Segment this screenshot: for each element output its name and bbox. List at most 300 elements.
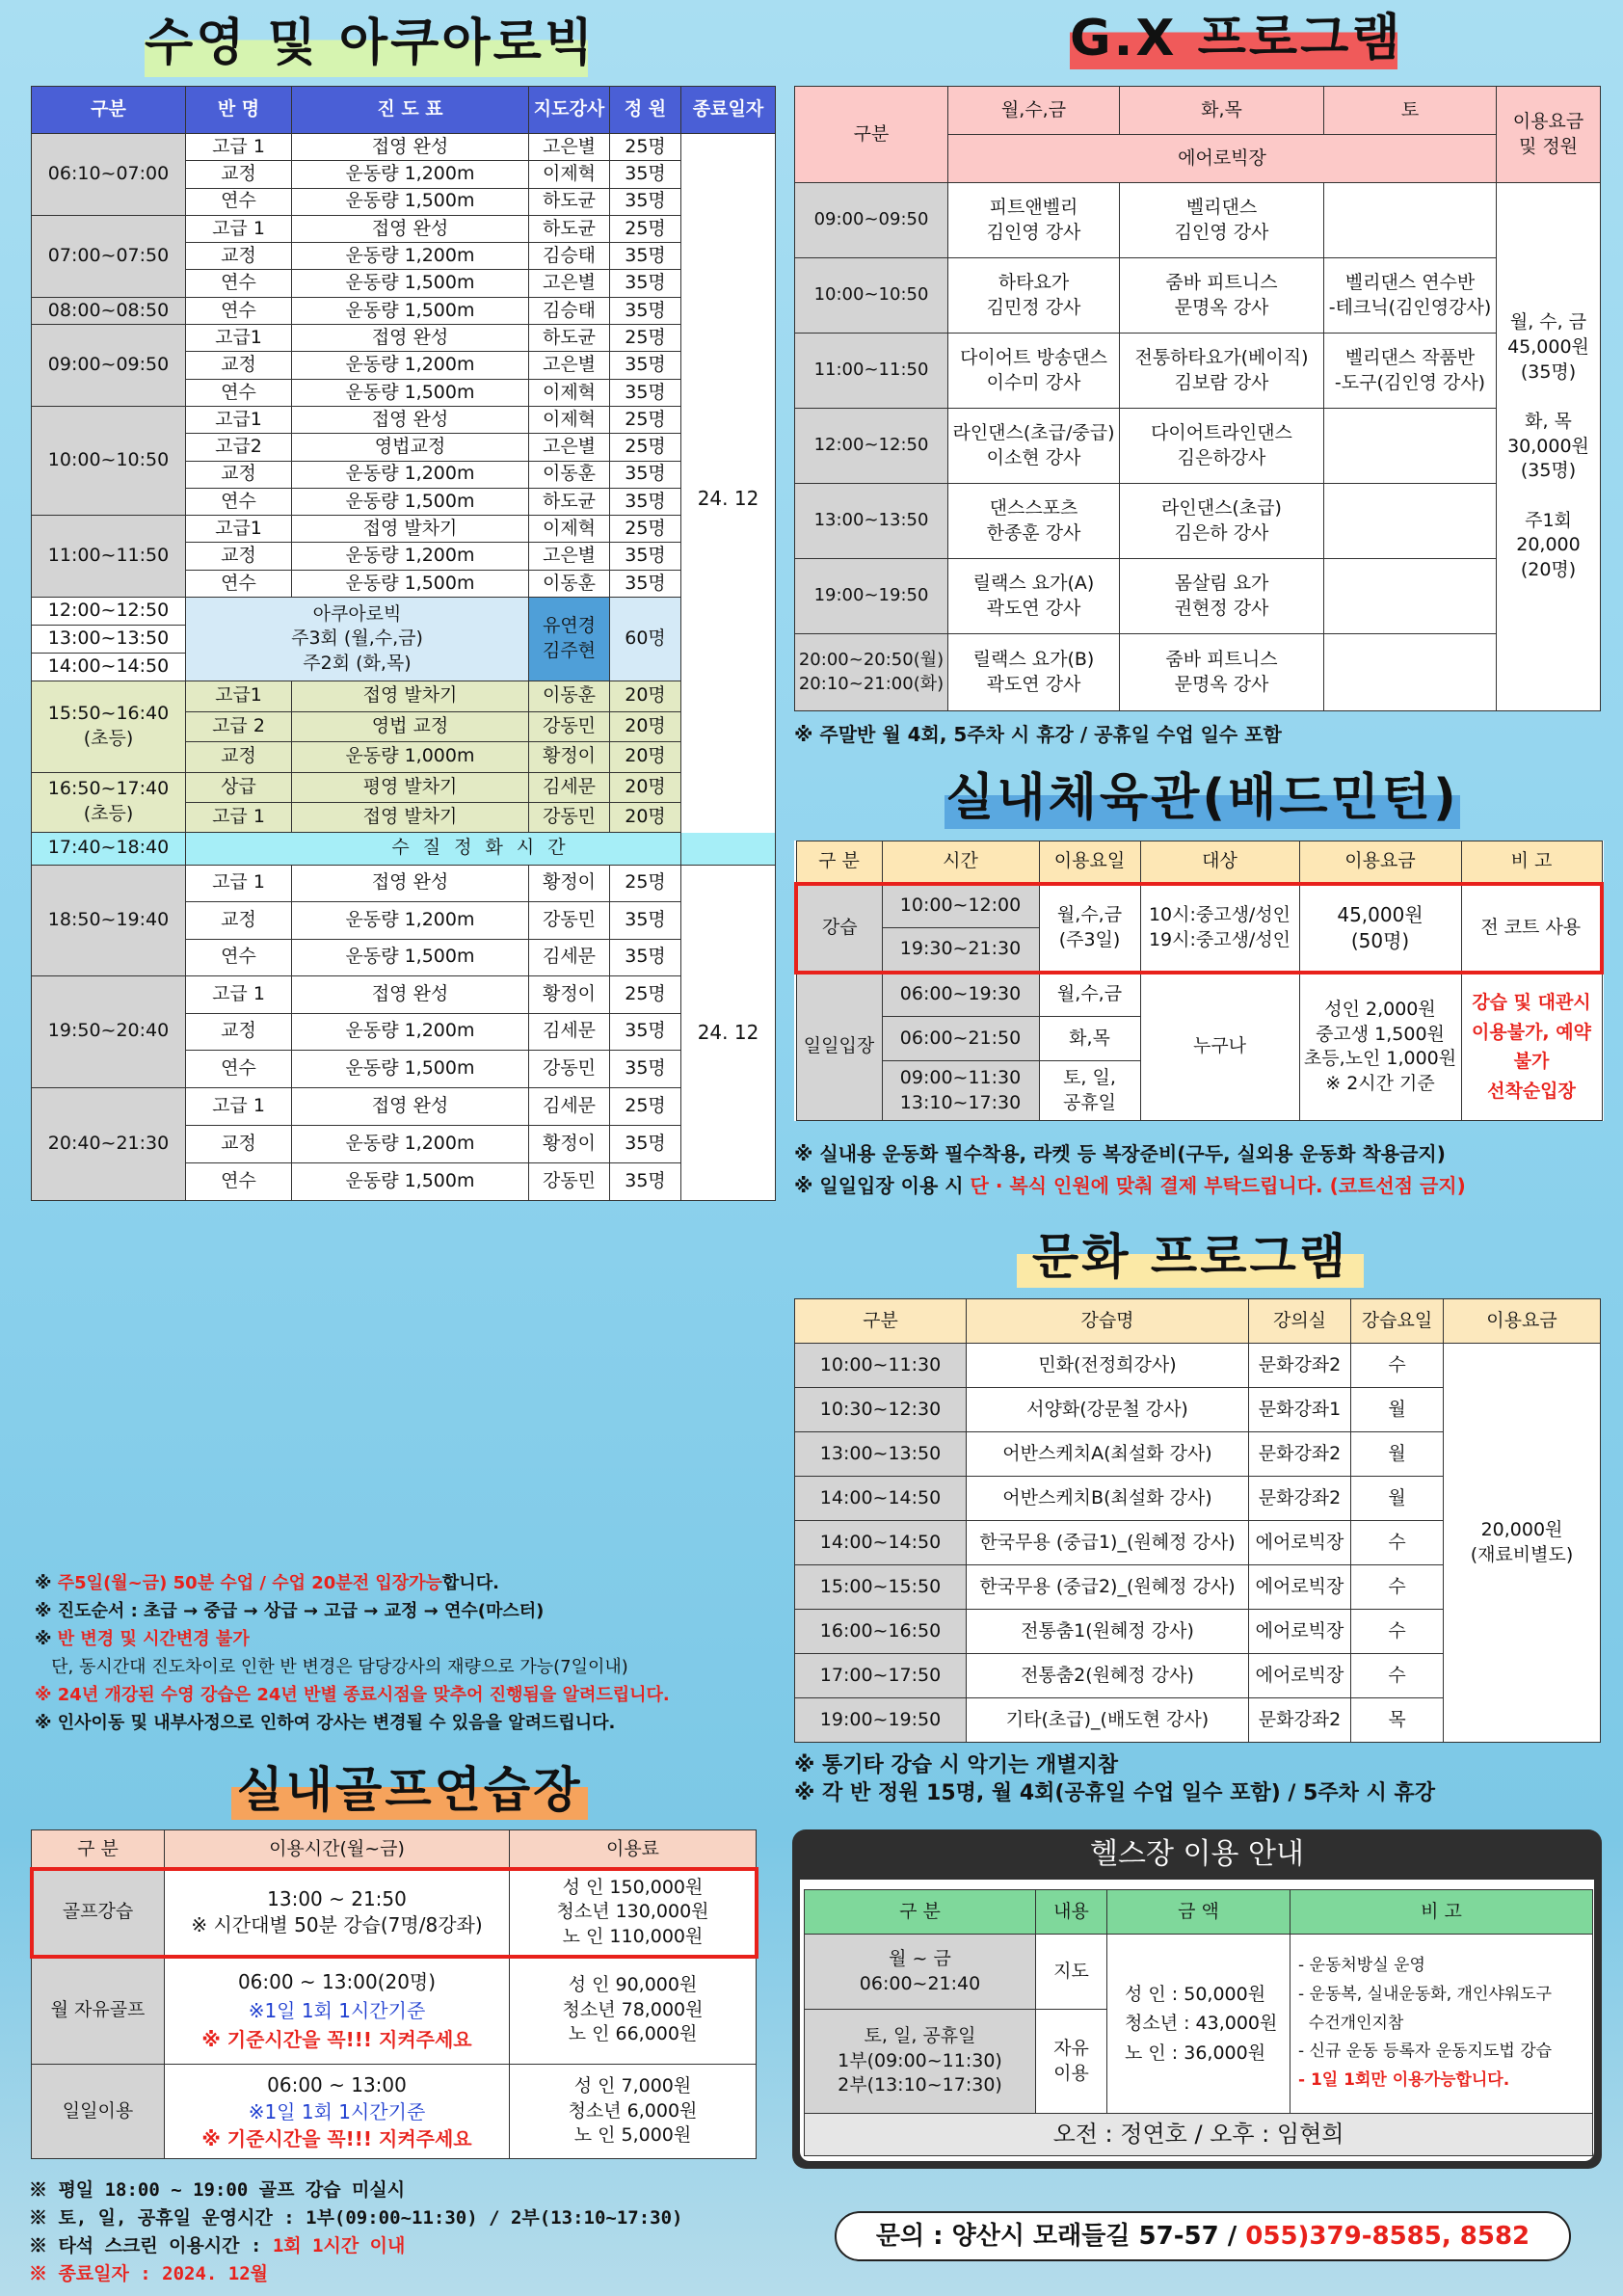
golf-header-row (32, 1830, 757, 1869)
swim-program: 접영 완성 (292, 865, 529, 902)
contact-phone: 055)379-8585, 8582 (1245, 2222, 1530, 2251)
gx-header-room: 에어로빅장 (948, 135, 1497, 183)
culture-fee: 20,000원 (재료비별도) (1444, 1344, 1601, 1743)
swim-program: 운동량 1,200m (292, 1013, 529, 1051)
swim-class: 고급1 (186, 406, 292, 433)
swim-teacher: 황정이 (529, 865, 610, 902)
golf-header: 이용료 (510, 1830, 757, 1869)
gx-class-tt: 라인댄스(초급) 김은하 강사 (1120, 484, 1324, 559)
gym-header-row (805, 1890, 1593, 1935)
gx-table (794, 86, 1601, 711)
culture-row (795, 1344, 1601, 1388)
badminton-note (794, 1172, 1466, 1200)
golf-header: 구 분 (32, 1830, 165, 1869)
culture-class: 한국무용 (중급2)_(원혜정 강사) (967, 1565, 1249, 1610)
swim-class: 연수 (186, 570, 292, 597)
badminton-note-text: ※ 일일입장 이용 시 (794, 1174, 971, 1197)
swim-note-part: 반 변경 및 시간변경 불가 (57, 1629, 250, 1649)
swim-note (35, 1569, 786, 1597)
swim-program: 접영 완성 (292, 215, 529, 242)
gx-row (795, 559, 1601, 634)
swim-note (35, 1625, 786, 1653)
gx-class-sat: 벨리댄스 작품반 -도구(김인영 강사) (1324, 334, 1497, 409)
swim-time: 10:00~10:50 (32, 406, 186, 515)
badminton-daily-name: 일일입장 (796, 973, 882, 1121)
gx-class-sat: 벨리댄스 연수반 -테크닉(김인영강사) (1324, 258, 1497, 334)
culture-time: 10:30~12:30 (795, 1388, 967, 1432)
culture-room: 에어로빅장 (1249, 1521, 1351, 1565)
swim-program: 운동량 1,200m (292, 243, 529, 270)
culture-class: 전통춤1(원혜정 강사) (967, 1610, 1249, 1654)
swim-teacher: 이제혁 (529, 516, 610, 543)
culture-class: 어반스케치A(최설화 강사) (967, 1432, 1249, 1477)
swim-teacher: 황정이 (529, 976, 610, 1014)
swim-program: 운동량 1,200m (292, 461, 529, 488)
swim-class: 연수 (186, 1051, 292, 1088)
gym-note: - 운동복, 실내운동화, 개인샤워도구 (1298, 1984, 1553, 2004)
culture-room: 문화강좌2 (1249, 1432, 1351, 1477)
badminton-daily-note: 강습 및 대관시 이용불가, 예약불가 선착순입장 (1461, 973, 1602, 1121)
gx-time: 20:00~20:50(월) 20:10~21:00(화) (795, 634, 948, 711)
kids-program: 평영 발차기 (292, 772, 529, 802)
kids-time: 16:50~17:40 (초등) (32, 772, 186, 832)
gym-fee: 성 인 : 50,000원 청소년 : 43,000원 노 인 : 36,000원 (1107, 1935, 1290, 2114)
swim-teacher: 고은별 (529, 543, 610, 570)
swim-class: 고급 1 (186, 865, 292, 902)
culture-room: 에어로빅장 (1249, 1610, 1351, 1654)
kids-class: 고급 1 (186, 802, 292, 832)
swim-class: 연수 (186, 270, 292, 297)
kids-capacity: 20명 (610, 802, 681, 832)
badminton-daily-row (796, 973, 1602, 1017)
kids-class: 고급1 (186, 681, 292, 712)
badminton-lesson-time: 19:30~21:30 (882, 928, 1039, 973)
kids-program: 접영 발차기 (292, 802, 529, 832)
swim-program: 접영 완성 (292, 406, 529, 433)
gx-time: 12:00~12:50 (795, 409, 948, 484)
golf-sub: ※1일 1회 1시간기준 (248, 1998, 426, 2022)
kids-capacity: 20명 (610, 772, 681, 802)
gym-staff-row (805, 2114, 1593, 2156)
gym-row-time: 토, 일, 공휴일 1부(09:00~11:30) 2부(13:10~17:30) (805, 2010, 1036, 2114)
culture-day: 목 (1351, 1698, 1444, 1743)
swim-note (35, 1709, 786, 1737)
badminton-header: 이용요일 (1039, 841, 1140, 884)
swim-program: 운동량 1,500m (292, 1051, 529, 1088)
aqua-time: 12:00~12:50 (32, 598, 186, 626)
swim-note-part: 단, 동시간대 진도차이로 인한 반 변경은 담당강사의 재량으로 가능(7일이내) (35, 1657, 628, 1677)
golf-row-fee: 성 인 90,000원 청소년 78,000원 노 인 66,000원 (510, 1957, 757, 2065)
swim-capacity: 35명 (610, 243, 681, 270)
culture-room: 에어로빅장 (1249, 1654, 1351, 1698)
gx-fee: 월, 수, 금 45,000원 (35명) 화, 목 30,000원 (35명) 주1회 20,000 (20명) (1497, 183, 1601, 711)
golf-time: 06:00 ~ 13:00(20명) (237, 1969, 437, 1993)
culture-header-row (795, 1299, 1601, 1344)
gx-row (795, 634, 1601, 711)
swim-class: 교정 (186, 1125, 292, 1162)
swim-capacity: 25명 (610, 215, 681, 242)
culture-header: 강습요일 (1351, 1299, 1444, 1344)
gx-class-sat (1324, 559, 1497, 634)
swim-teacher: 이동훈 (529, 461, 610, 488)
badminton-lesson-time: 10:00~12:00 (882, 884, 1039, 928)
gx-class-mwf: 하타요가 김민정 강사 (948, 258, 1120, 334)
aqua-time: 13:00~13:50 (32, 626, 186, 654)
swim-class: 연수 (186, 488, 292, 515)
swim-teacher: 하도균 (529, 188, 610, 215)
culture-room: 문화강좌1 (1249, 1388, 1351, 1432)
kids-class: 고급 2 (186, 711, 292, 742)
culture-header: 이용요금 (1444, 1299, 1601, 1344)
swim-teacher: 강동민 (529, 902, 610, 940)
swim-teacher: 하도균 (529, 215, 610, 242)
swim-capacity: 25명 (610, 406, 681, 433)
swim-class: 연수 (186, 379, 292, 406)
swim-teacher: 김승태 (529, 243, 610, 270)
badminton-lesson-days: 월,수,금 (주3일) (1039, 884, 1140, 973)
swim-program: 운동량 1,500m (292, 188, 529, 215)
swim-time: 11:00~11:50 (32, 516, 186, 598)
golf-row-name: 골프강습 (32, 1869, 165, 1957)
swim-class: 교정 (186, 161, 292, 188)
swim-row (32, 976, 776, 1014)
culture-room: 문화강좌2 (1249, 1698, 1351, 1743)
kids-program: 영법 교정 (292, 711, 529, 742)
gx-header-gubun: 구분 (795, 87, 948, 183)
swim-row (32, 297, 776, 324)
culture-class: 전통춤2(원혜정 강사) (967, 1654, 1249, 1698)
kids-row (32, 772, 776, 802)
swim-teacher: 김세문 (529, 1087, 610, 1125)
swim-class: 고급 1 (186, 1087, 292, 1125)
kids-teacher: 이동훈 (529, 681, 610, 712)
swim-capacity: 25명 (610, 325, 681, 352)
gx-class-tt: 몸살림 요가 권현정 강사 (1120, 559, 1324, 634)
gx-class-tt: 벨리댄스 김인영 강사 (1120, 183, 1324, 258)
gym-header: 내용 (1036, 1890, 1107, 1935)
golf-note: ※ 종료일자 : 2024. 12월 (29, 2263, 269, 2284)
golf-daily-row (32, 2065, 757, 2159)
clean-label: 수 질 정 화 시 간 (186, 832, 776, 865)
culture-day: 수 (1351, 1565, 1444, 1610)
swim-teacher: 이제혁 (529, 379, 610, 406)
golf-warn: ※ 기준시간을 꼭!!! 지켜주세요 (201, 2126, 472, 2150)
swim-program: 접영 발차기 (292, 516, 529, 543)
aqua-time: 14:00~14:50 (32, 654, 186, 681)
gx-row (795, 334, 1601, 409)
gym-header: 구 분 (805, 1890, 1036, 1935)
badminton-header-row (796, 841, 1602, 884)
swim-teacher: 고은별 (529, 352, 610, 379)
swim-class: 교정 (186, 461, 292, 488)
culture-room: 에어로빅장 (1249, 1565, 1351, 1610)
gym-row-content: 지도 (1036, 1935, 1107, 2010)
golf-sub: ※1일 1회 1시간기준 (248, 2099, 426, 2123)
culture-header: 강습명 (967, 1299, 1249, 1344)
swim-time: 09:00~09:50 (32, 325, 186, 407)
swim-class: 고급 1 (186, 134, 292, 161)
culture-room: 문화강좌2 (1249, 1344, 1351, 1388)
swim-note (35, 1653, 786, 1681)
swim-class: 연수 (186, 939, 292, 976)
gym-title: 헬스장 이용 안내 (1090, 1837, 1304, 1871)
swim-program: 운동량 1,500m (292, 570, 529, 597)
swim-teacher: 하도균 (529, 325, 610, 352)
badminton-daily-time: 09:00~11:30 13:10~17:30 (882, 1061, 1039, 1121)
swim-program: 운동량 1,200m (292, 543, 529, 570)
kids-program: 접영 발차기 (292, 681, 529, 712)
swim-capacity: 35명 (610, 1162, 681, 1200)
gx-class-mwf: 피트앤벨리 김인영 강사 (948, 183, 1120, 258)
culture-room: 문화강좌2 (1249, 1477, 1351, 1521)
swim-capacity: 35명 (610, 379, 681, 406)
swim-class: 교정 (186, 243, 292, 270)
badminton-daily-target: 누구나 (1140, 973, 1299, 1121)
kids-teacher: 강동민 (529, 802, 610, 832)
swim-class: 고급 1 (186, 976, 292, 1014)
gx-class-sat (1324, 409, 1497, 484)
swim-class: 고급1 (186, 325, 292, 352)
golf-lesson-row (32, 1869, 757, 1957)
culture-time: 17:00~17:50 (795, 1654, 967, 1698)
contact-label: 문의 : 양산시 모래들길 57-57 / (875, 2222, 1246, 2251)
culture-note: ※ 각 반 정원 15명, 월 4회(공휴일 수업 일수 포함) / 5주차 시 휴강 (794, 1781, 1435, 1805)
golf-table (31, 1829, 757, 2159)
badminton-table (794, 841, 1604, 1121)
swim-header: 정 원 (610, 87, 681, 134)
badminton-header: 이용요금 (1299, 841, 1461, 884)
swim-teacher: 이제혁 (529, 161, 610, 188)
gym-header: 금 액 (1107, 1890, 1290, 1935)
swim-teacher: 황정이 (529, 1125, 610, 1162)
swim-capacity: 35명 (610, 543, 681, 570)
golf-row-fee: 성 인 7,000원 청소년 6,000원 노 인 5,000원 (510, 2065, 757, 2159)
gym-row-content: 자유 이용 (1036, 2010, 1107, 2114)
swim-capacity: 35명 (610, 161, 681, 188)
gx-class-tt: 전통하타요가(베이직) 김보람 강사 (1120, 334, 1324, 409)
culture-class: 기타(초급)_(배도현 강사) (967, 1698, 1249, 1743)
culture-day: 월 (1351, 1432, 1444, 1477)
culture-header: 강의실 (1249, 1299, 1351, 1344)
kids-capacity: 20명 (610, 681, 681, 712)
swim-capacity: 35명 (610, 570, 681, 597)
swim-time: 18:50~19:40 (32, 865, 186, 976)
swim-row (32, 1087, 776, 1125)
swim-note (35, 1681, 786, 1709)
gym-staff: 오전 : 정연호 / 오후 : 임현희 (805, 2114, 1593, 2156)
swim-teacher: 고은별 (529, 270, 610, 297)
swim-capacity: 35명 (610, 939, 681, 976)
culture-day: 수 (1351, 1344, 1444, 1388)
swim-note-part: ※ 24년 개강된 수영 강습은 24년 반별 종료시점을 맞추어 진행됨을 알려드립니다. (35, 1685, 670, 1705)
golf-row-fee: 성 인 150,000원 청소년 130,000원 노 인 110,000원 (510, 1869, 757, 1957)
swim-program: 접영 완성 (292, 1087, 529, 1125)
gx-class-mwf: 릴랙스 요가(B) 곽도연 강사 (948, 634, 1120, 711)
gx-time: 19:00~19:50 (795, 559, 948, 634)
golf-note-red: 1회 1시간 이내 (272, 2235, 406, 2256)
swim-program: 운동량 1,500m (292, 270, 529, 297)
swim-header: 지도강사 (529, 87, 610, 134)
golf-row-time (165, 1957, 510, 2065)
golf-warn: ※ 기준시간을 꼭!!! 지켜주세요 (201, 2027, 472, 2051)
gx-note: ※ 주말반 월 4회, 5주차 시 휴강 / 공휴일 수업 일수 포함 (794, 723, 1282, 746)
gx-row (795, 183, 1601, 258)
swim-teacher: 고은별 (529, 134, 610, 161)
swim-class: 교정 (186, 1013, 292, 1051)
swim-capacity: 35명 (610, 461, 681, 488)
swim-note-part: ※ 인사이동 및 내부사정으로 인하여 강사는 변경될 수 있음을 알려드립니다. (35, 1713, 616, 1733)
swim-row (32, 215, 776, 242)
gx-time: 10:00~10:50 (795, 258, 948, 334)
clean-row (32, 832, 776, 865)
badminton-note-red: 단 · 복식 인원에 맞춰 결제 부탁드립니다. (코트선점 금지) (970, 1174, 1466, 1197)
golf-time: 06:00 ~ 13:00 (267, 2072, 407, 2096)
culture-time: 16:00~16:50 (795, 1610, 967, 1654)
swim-header: 종료일자 (681, 87, 776, 134)
culture-day: 월 (1351, 1388, 1444, 1432)
badminton-header: 구 분 (796, 841, 882, 884)
swim-program: 운동량 1,500m (292, 1162, 529, 1200)
golf-free-row (32, 1957, 757, 2065)
swim-program: 운동량 1,500m (292, 379, 529, 406)
badminton-header: 비 고 (1461, 841, 1602, 884)
swim-row (32, 865, 776, 902)
swim-note-part: ※ 진도순서 : 초급 → 중급 → 상급 → 고급 → 교정 → 연수(마스터) (35, 1601, 545, 1621)
golf-note: ※ 토, 일, 공휴일 운영시간 : 1부(09:00~11:30) / 2부(13:10~17:30) (29, 2207, 683, 2229)
golf-row-name: 월 자유골프 (32, 1957, 165, 2065)
culture-time: 14:00~14:50 (795, 1521, 967, 1565)
culture-day: 수 (1351, 1521, 1444, 1565)
golf-row-time (165, 1869, 510, 1957)
swim-capacity: 35명 (610, 1125, 681, 1162)
golf-row-name: 일일이용 (32, 2065, 165, 2159)
badminton-lesson-fee: 45,000원 (50명) (1299, 884, 1461, 973)
swim-capacity: 35명 (610, 352, 681, 379)
swim-capacity: 35명 (610, 902, 681, 940)
swim-teacher: 하도균 (529, 488, 610, 515)
golf-note: ※ 평일 18:00 ~ 19:00 골프 강습 미실시 (29, 2179, 406, 2201)
culture-class: 한국무용 (중급1)_(원혜정 강사) (967, 1521, 1249, 1565)
badminton-lesson-name: 강습 (796, 884, 882, 973)
swim-capacity: 35명 (610, 1051, 681, 1088)
swim-notes (35, 1569, 786, 1737)
kids-program: 운동량 1,000m (292, 742, 529, 773)
badminton-header: 대상 (1140, 841, 1299, 884)
golf-note-text: ※ 타석 스크린 이용시간 : (29, 2235, 273, 2256)
swim-program: 운동량 1,200m (292, 161, 529, 188)
swim-time: 20:40~21:30 (32, 1087, 186, 1200)
gx-row (795, 258, 1601, 334)
swim-teacher: 고은별 (529, 434, 610, 461)
swim-capacity: 25명 (610, 976, 681, 1014)
swim-header-row (32, 87, 776, 134)
golf-title: 실내골프연습장 (231, 1760, 588, 1820)
gx-header-day: 월,수,금 (948, 87, 1120, 135)
gx-class-sat (1324, 634, 1497, 711)
swim-capacity: 25명 (610, 134, 681, 161)
gx-class-mwf: 댄스스포츠 한종훈 강사 (948, 484, 1120, 559)
gym-header: 비 고 (1290, 1890, 1593, 1935)
badminton-lesson-note: 전 코트 사용 (1461, 884, 1602, 973)
gym-row (805, 1935, 1593, 2010)
gx-header-row (795, 87, 1601, 135)
golf-note (29, 2232, 405, 2260)
swim-table (31, 86, 776, 1201)
culture-class: 서양화(강문철 강사) (967, 1388, 1249, 1432)
swim-row (32, 406, 776, 433)
badminton-daily-days: 월,수,금 (1039, 973, 1140, 1017)
badminton-daily-days: 토, 일, 공휴일 (1039, 1061, 1140, 1121)
gx-time: 09:00~09:50 (795, 183, 948, 258)
culture-time: 15:00~15:50 (795, 1565, 967, 1610)
kids-capacity: 20명 (610, 742, 681, 773)
swim-class: 교정 (186, 352, 292, 379)
swim-teacher: 이제혁 (529, 406, 610, 433)
kids-class: 상급 (186, 772, 292, 802)
culture-time: 13:00~13:50 (795, 1432, 967, 1477)
kids-teacher: 황정이 (529, 742, 610, 773)
badminton-daily-fee: 성인 2,000원 중고생 1,500원 초등,노인 1,000원 ※ 2시간 기준 (1299, 973, 1461, 1121)
culture-time: 14:00~14:50 (795, 1477, 967, 1521)
culture-class: 어반스케치B(최설화 강사) (967, 1477, 1249, 1521)
contact-box (835, 2211, 1571, 2261)
kids-time: 15:50~16:40 (초등) (32, 681, 186, 773)
culture-day: 수 (1351, 1610, 1444, 1654)
swim-capacity: 35명 (610, 1013, 681, 1051)
kids-teacher: 강동민 (529, 711, 610, 742)
badminton-note: ※ 실내용 운동화 필수착용, 라켓 등 복장준비(구두, 실외용 운동화 착용금지) (794, 1142, 1446, 1165)
swim-program: 접영 완성 (292, 976, 529, 1014)
swim-row (32, 516, 776, 543)
golf-header: 이용시간(월~금) (165, 1830, 510, 1869)
swim-capacity: 35명 (610, 188, 681, 215)
aqua-row (32, 598, 776, 626)
swim-time: 08:00~08:50 (32, 297, 186, 324)
kids-class: 교정 (186, 742, 292, 773)
badminton-lesson-target: 10시:중고생/성인 19시:중고생/성인 (1140, 884, 1299, 973)
swim-program: 접영 완성 (292, 325, 529, 352)
swim-program: 접영 완성 (292, 134, 529, 161)
swim-class: 연수 (186, 1162, 292, 1200)
golf-time: 13:00 ~ 21:50 (267, 1887, 407, 1910)
gx-header-day: 화,목 (1120, 87, 1324, 135)
swim-program: 영법교정 (292, 434, 529, 461)
swim-header: 구분 (32, 87, 186, 134)
aqua-teacher: 유연경 김주현 (529, 598, 610, 681)
golf-sub: ※ 시간대별 50분 강습(7명/8강좌) (191, 1913, 483, 1936)
gx-class-tt: 줌바 피트니스 문명옥 강사 (1120, 258, 1324, 334)
culture-day: 월 (1351, 1477, 1444, 1521)
swim-class: 연수 (186, 297, 292, 324)
swim-program: 운동량 1,500m (292, 297, 529, 324)
swim-class: 연수 (186, 188, 292, 215)
swim-time: 19:50~20:40 (32, 976, 186, 1088)
swim-time: 06:10~07:00 (32, 134, 186, 216)
swim-note-part: 합니다. (441, 1573, 499, 1593)
aqua-capacity: 60명 (610, 598, 681, 681)
badminton-daily-time: 06:00~19:30 (882, 973, 1039, 1017)
swim-program: 운동량 1,500m (292, 488, 529, 515)
swim-note (35, 1597, 786, 1625)
culture-note: ※ 통기타 강습 시 악기는 개별지참 (794, 1753, 1118, 1777)
swim-end-date: 24. 12 (681, 865, 776, 1200)
swim-program: 운동량 1,500m (292, 939, 529, 976)
badminton-title: 실내체육관(배드민턴) (945, 769, 1459, 827)
aqua-desc: 아쿠아로빅 주3회 (월,수,금) 주2회 (화,목) (186, 598, 529, 681)
kids-teacher: 김세문 (529, 772, 610, 802)
swim-teacher: 이동훈 (529, 570, 610, 597)
kids-capacity: 20명 (610, 711, 681, 742)
